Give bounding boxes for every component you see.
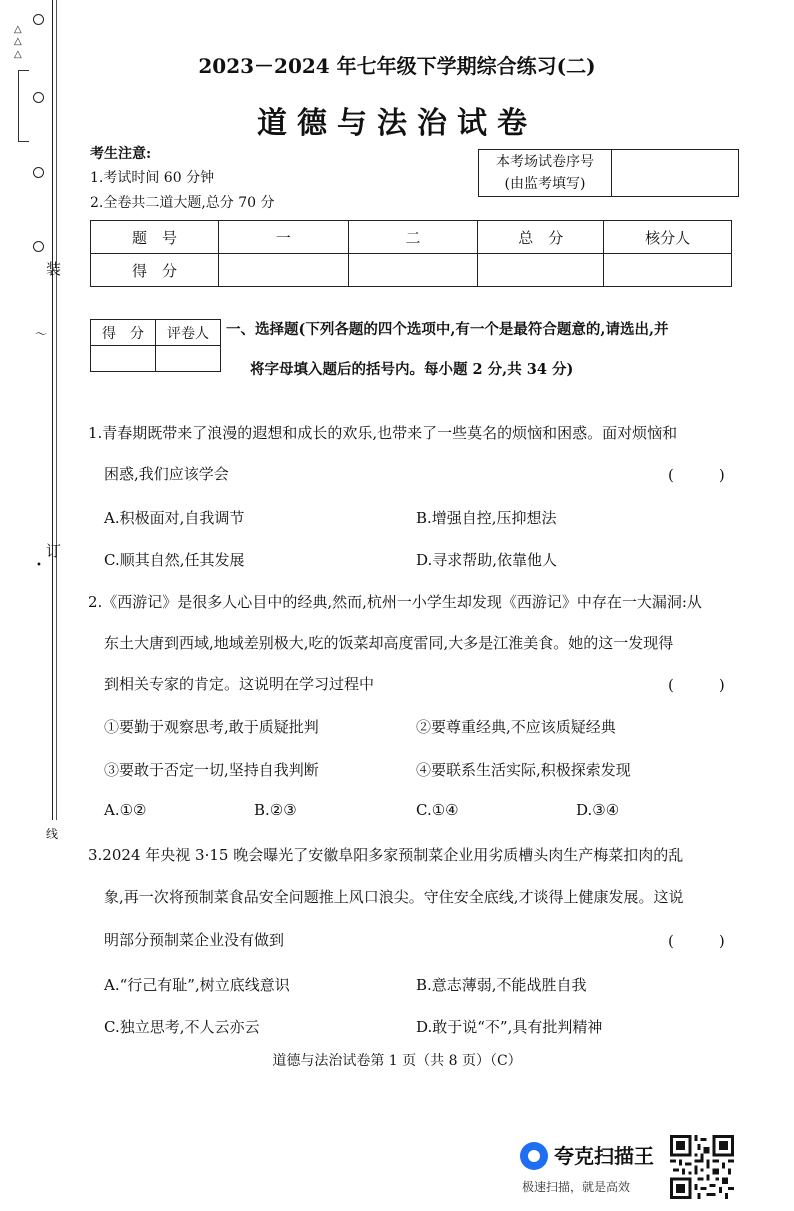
page-footer: 道德与法治试卷第 1 页（共 8 页）（C）	[272, 1053, 522, 1069]
binding-char-xian: 线	[46, 827, 59, 841]
scanner-slogan: 极速扫描，就是高效	[522, 1180, 631, 1194]
notice-line-2: 2.全卷共二道大题,总分 70 分	[90, 195, 275, 211]
question-3-option-d[interactable]: D.敢于说“不”,具有批判精神	[416, 1018, 603, 1036]
question-2-answer-blank[interactable]: ( )	[668, 676, 725, 694]
triangle-mark-icon: △	[14, 24, 22, 35]
section-1-instructions-line2: 将字母填入题后的括号内。每小题 2 分,共 34 分)	[250, 361, 574, 378]
section-1-instructions-line1: 一、选择题(下列各题的四个选项中,有一个是最符合题意的,请选出,并	[226, 321, 669, 338]
scanner-app-name: 夸克扫描王	[554, 1144, 654, 1168]
question-3-option-a[interactable]: A.“行己有耻”,树立底线意识	[104, 976, 290, 994]
question-1-line2: 困惑,我们应该学会	[104, 465, 229, 483]
binding-char-ding: 订	[46, 542, 62, 560]
score-header-cell: 一	[218, 221, 348, 254]
score-table-score-row	[91, 254, 732, 287]
binding-hole-icon	[33, 167, 44, 178]
question-2-option-b[interactable]: B.②③	[254, 801, 297, 819]
binding-hole-icon	[33, 14, 44, 25]
question-3-answer-blank[interactable]: ( )	[668, 932, 725, 950]
question-2-option-a[interactable]: A.①②	[104, 801, 147, 819]
question-1-line1: 1.青春期既带来了浪漫的遐想和成长的欢乐,也带来了一些莫名的烦恼和困惑。面对烦恼和	[88, 424, 678, 442]
score-cell[interactable]	[478, 254, 604, 287]
question-1-option-b[interactable]: B.增强自控,压抑想法	[416, 509, 557, 527]
question-2-line2: 东土大唐到西域,地域差别极大,吃的饭菜却高度雷同,大多是江淮美食。她的这一发现得	[104, 634, 674, 652]
question-2-statement-4: ④要联系生活实际,积极探索发现	[416, 761, 631, 779]
score-row-label: 得 分	[91, 254, 219, 287]
question-1-answer-blank[interactable]: ( )	[668, 466, 725, 484]
question-1-option-a[interactable]: A.积极面对,自我调节	[104, 509, 245, 527]
question-1-option-c[interactable]: C.顺其自然,任其发展	[104, 551, 245, 569]
serial-label-line1: 本考场试卷序号	[496, 154, 594, 170]
question-2-line3: 到相关专家的肯定。这说明在学习过程中	[104, 675, 375, 693]
score-header-cell: 题 号	[91, 221, 219, 254]
grader-score-field[interactable]	[91, 346, 156, 372]
score-cell[interactable]	[604, 254, 732, 287]
score-header-cell: 核分人	[604, 221, 732, 254]
notice-heading: 考生注意:	[90, 146, 152, 162]
grader-table	[90, 319, 221, 372]
triangle-mark-icon: △	[14, 49, 22, 60]
binding-hole-icon	[33, 241, 44, 252]
triangle-mark-icon: △	[14, 36, 22, 47]
score-cell[interactable]	[348, 254, 478, 287]
question-2-statement-3: ③要敢于否定一切,坚持自我判断	[104, 761, 319, 779]
question-3-option-c[interactable]: C.独立思考,不人云亦云	[104, 1018, 260, 1036]
question-2-option-d[interactable]: D.③④	[576, 801, 620, 819]
binding-char-zhuang: 装	[46, 260, 62, 278]
score-header-cell: 二	[348, 221, 478, 254]
question-2-statement-1: ①要勤于观察思考,敢于质疑批判	[104, 718, 319, 736]
score-cell[interactable]	[218, 254, 348, 287]
grader-score-label: 得 分	[91, 320, 156, 346]
serial-number-field[interactable]	[612, 150, 739, 197]
serial-label-line2: (由监考填写)	[504, 176, 586, 192]
question-2-line1: 2.《西游记》是很多人心目中的经典,然而,杭州一小学生却发现《西游记》中存在一大漏洞:从	[88, 593, 702, 611]
question-2-statement-2: ②要尊重经典,不应该质疑经典	[416, 718, 616, 736]
question-3-line2: 象,再一次将预制菜食品安全问题推上风口浪尖。守住安全底线,才谈得上健康发展。这说	[104, 888, 684, 906]
notice-line-1: 1.考试时间 60 分钟	[90, 170, 215, 186]
cut-mark: •	[36, 560, 42, 571]
question-3-line1: 3.2024 年央视 3·15 晚会曝光了安徽阜阳多家预制菜企业用劣质槽头肉生产梅菜扣肉的乱	[88, 846, 684, 864]
grader-name-field[interactable]	[156, 346, 221, 372]
serial-number-box	[478, 149, 739, 197]
question-3-line3: 明部分预制菜企业没有做到	[104, 931, 285, 949]
question-2-option-c[interactable]: C.①④	[416, 801, 459, 819]
scanner-logo-icon	[520, 1142, 548, 1170]
question-3-option-b[interactable]: B.意志薄弱,不能战胜自我	[416, 976, 587, 994]
exam-title: 2023－2024 年七年级下学期综合练习(二)	[198, 54, 596, 78]
question-1-option-d[interactable]: D.寻求帮助,依靠他人	[416, 551, 558, 569]
cut-mark: 〜	[35, 327, 48, 341]
score-header-cell: 总 分	[478, 221, 604, 254]
score-table	[90, 220, 732, 287]
grader-name-label: 评卷人	[156, 320, 221, 346]
qr-code-icon	[670, 1135, 734, 1199]
subject-title: 道德与法治试卷	[257, 106, 537, 141]
score-table-header-row	[91, 221, 732, 254]
